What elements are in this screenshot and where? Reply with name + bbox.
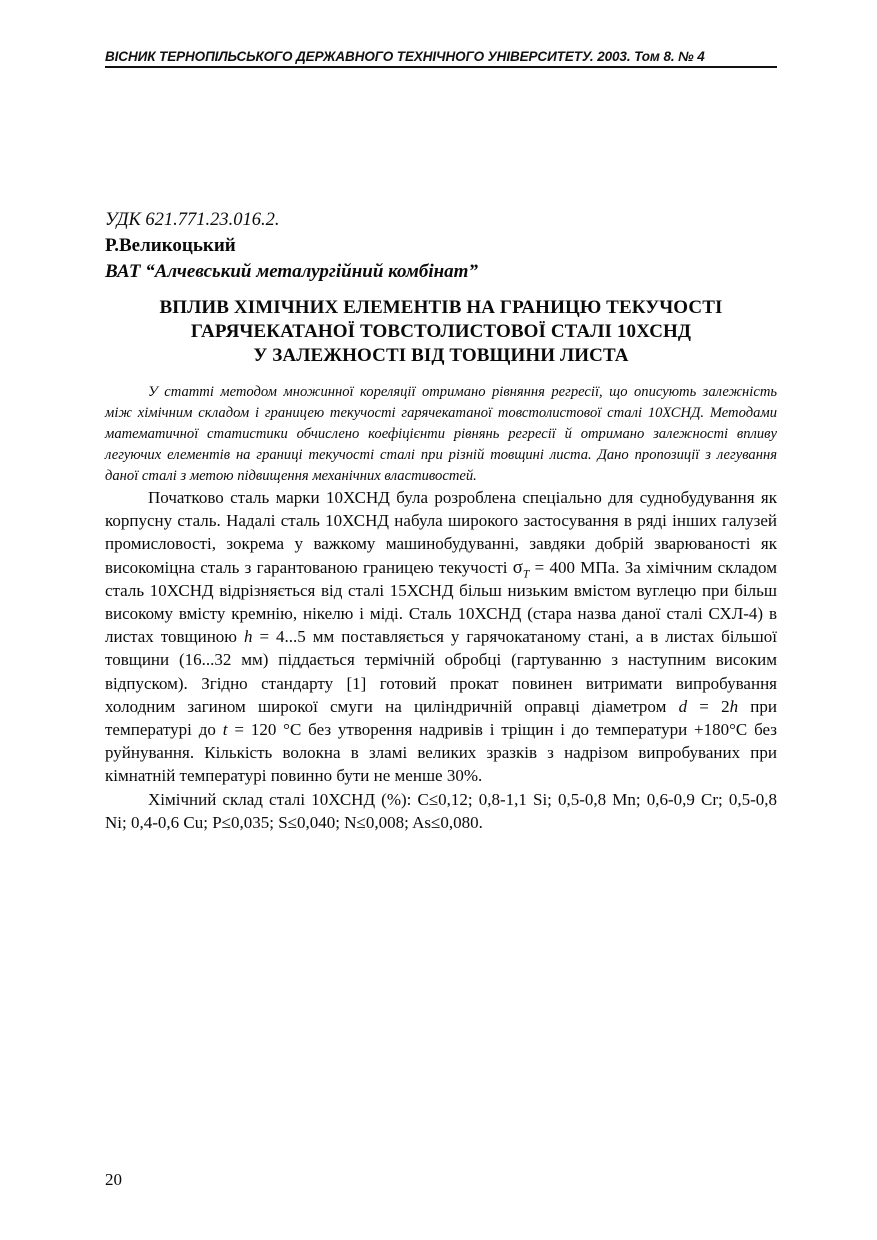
running-head: ВІСНИК ТЕРНОПІЛЬСЬКОГО ДЕРЖАВНОГО ТЕХНІЧНОГО УНІВЕРСИТЕТУ. 2003. Том 8. № 4 xyxy=(105,49,777,68)
variable-h: h xyxy=(729,696,739,716)
article-body xyxy=(105,486,777,834)
body-text-segment: = 2 xyxy=(687,696,730,716)
variable-d: d xyxy=(678,696,688,716)
sigma-glyph: σ xyxy=(512,556,523,578)
author-name: Р.Великоцький xyxy=(105,235,236,256)
author-affiliation: ВАТ “Алчевський металургійний комбінат” xyxy=(105,261,478,282)
body-text-segment: = 120 °С без утворення надривів і тріщин і до температури +180°С без руйнування. Кількість волокна в зламі великих зразків з надрізом випробуваних при кімнатній температурі повинно бути не менше 30%. xyxy=(105,720,778,786)
article-title-line-2: ГАРЯЧЕКАТАНОЇ ТОВСТОЛИСТОВОЇ СТАЛІ 10ХСНД xyxy=(190,321,692,342)
body-text-segment: = 400 МПа. За хімічним складом сталь 10ХСНД відрізняється від сталі 15ХСНД більш низьким вмістом вуглецю при більш високому вмісту кремнію, нікелю і міді. Сталь 10ХСНД (стара назва даної сталі СХЛ-4) в листах товщиною xyxy=(105,557,777,647)
variable-t: t xyxy=(222,720,228,740)
abstract-section xyxy=(105,382,777,487)
body-text-segment: Початково сталь марки 10ХСНД була розроблена спеціально для суднобудування як корпусну сталь. Надалі сталь 10ХСНД набула широкого застосування в ряді інших галузей промисловості, зокрема у важкому машинобудуванні, завдяки добрій зварюваності як високоміцна сталь з гарантованою границею текучості xyxy=(105,488,777,577)
udk-code: УДК 621.771.23.016.2. xyxy=(105,210,280,230)
article-title xyxy=(105,296,777,368)
sigma-subscript: Т xyxy=(522,567,530,581)
body-paragraph-2: Хімічний склад сталі 10ХСНД (%): C≤0,12; 0,8-1,1 Si; 0,5-0,8 Mn; 0,6-0,9 Cr; 0,5-0,8 Ni; 0,4-0,6 Cu; P≤0,035; S≤0,040; N≤0,008; As≤0,080. xyxy=(105,789,777,832)
body-paragraph-1 xyxy=(105,486,777,788)
body-text-segment: = 4...5 мм поставляється у гарячокатаному стані, а в листах більшої товщини (16...32 мм) піддається термічній обробці (гартуванню з наступним високим відпуском). Згідно стандарту [1] готовий прокат повинен витримати випробування холодним загином широкої смуги на циліндричній оправці діаметром xyxy=(105,627,777,716)
sigma-yield-symbol xyxy=(512,556,530,581)
article-title-line-3: У ЗАЛЕЖНОСТІ ВІД ТОВЩИНИ ЛИСТА xyxy=(253,345,629,366)
article-title-line-1: ВПЛИВ ХІМІЧНИХ ЕЛЕМЕНТІВ НА ГРАНИЦЮ ТЕКУЧОСТІ xyxy=(159,297,723,318)
variable-h: h xyxy=(243,627,253,647)
abstract-text: У статті методом множинної кореляції отримано рівняння регресії, що описують залежність між хімічним складом і границею текучості гарячекатаної товстолистової сталі 10ХСНД. Методами математичної статистики обчислено коефіцієнти рівнянь регресії й отримано залежності впливу легуючих елементів на границі текучості сталі при різній товщині листа. Дано пропозиції з легування даної сталі з метою підвищення механічних властивостей. xyxy=(105,384,777,484)
article-meta xyxy=(105,207,777,285)
page-number: 20 xyxy=(105,1170,122,1189)
body-text-segment: при температурі до xyxy=(105,696,777,740)
